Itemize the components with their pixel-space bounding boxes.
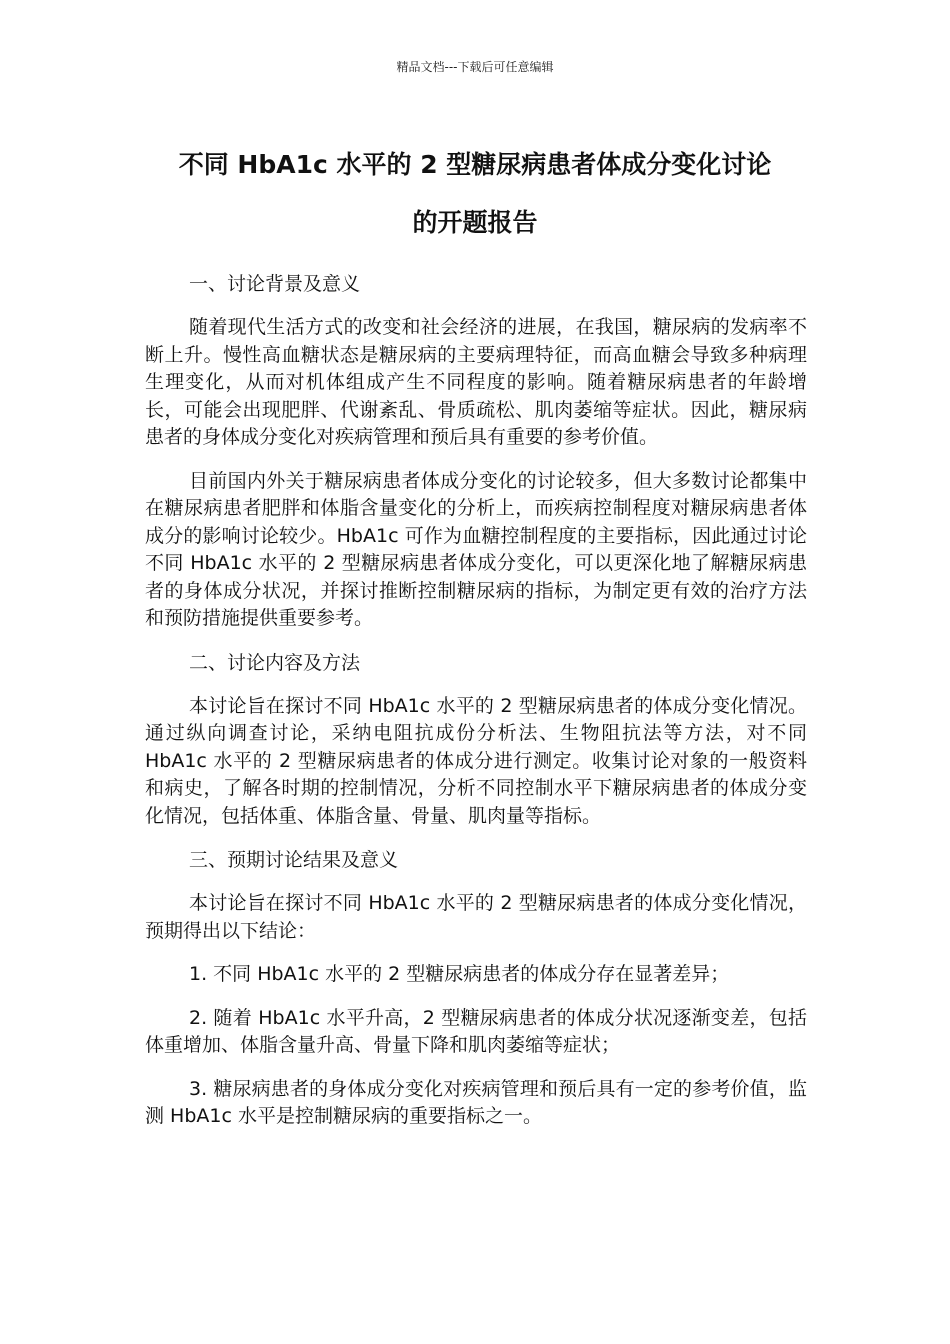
title-line-2: 的开题报告 — [412, 208, 538, 237]
paragraph-results-intro: 本讨论旨在探讨不同 HbA1c 水平的 2 型糖尿病患者的体成分变化情况，预期得出以下结论： — [145, 892, 807, 942]
conclusion-item-3: 3. 糖尿病患者的身体成分变化对疾病管理和预后具有一定的参考价值，监测 HbA1c 水平是控制糖尿病的重要指标之一。 — [145, 1077, 807, 1127]
title-line-1: 不同 HbA1c 水平的 2 型糖尿病患者体成分变化讨论 — [178, 150, 772, 179]
paragraph-background-2: 目前国内外关于糖尿病患者体成分变化的讨论较多，但大多数讨论都集中在糖尿病患者肥胖和体脂含量变化的分析上，而疾病控制程度对糖尿病患者体成分的影响讨论较少。HbA1c 可作为血糖控制程度的主要指标，因此通过讨论不同 HbA1c 水平的 2 型糖尿病患者体成分变化，可以更深化地了解糖尿病患者的身体成分状况，并探讨推断控制糖尿病的指标，为制定更有效的治疗方法和预防措施提供重要参考。 — [145, 469, 807, 629]
conclusion-item-1: 1. 不同 HbA1c 水平的 2 型糖尿病患者的体成分存在显著差异； — [189, 963, 730, 985]
paragraph-methods-1: 本讨论旨在探讨不同 HbA1c 水平的 2 型糖尿病患者的体成分变化情况。通过纵向调查讨论，采纳电阻抗成份分析法、生物阻抗法等方法，对不同 HbA1c 水平的 2 型糖尿病患者的体成分进行测定。收集讨论对象的一般资料和病史，了解各时期的控制情况，分析不同控制水平下糖尿病患者的体成分变化情况，包括体重、体脂含量、骨量、肌肉量等指标。 — [145, 694, 807, 827]
paragraph-background-1: 随着现代生活方式的改变和社会经济的进展，在我国，糖尿病的发病率不断上升。慢性高血糖状态是糖尿病的主要病理特征，而高血糖会导致多种病理生理变化，从而对机体组成产生不同程度的影响。随着糖尿病患者的年龄增长，可能会出现肥胖、代谢紊乱、骨质疏松、肌肉萎缩等症状。因此，糖尿病患者的身体成分变化对疾病管理和预后具有重要的参考价值。 — [145, 316, 807, 448]
document-body — [145, 270, 807, 1147]
conclusion-item-2: 2. 随着 HbA1c 水平升高，2 型糖尿病患者的体成分状况逐渐变差，包括体重增加、体脂含量升高、骨量下降和肌肉萎缩等症状； — [145, 1006, 807, 1056]
header-note: 精品文档---下载后可任意编辑 — [396, 60, 554, 74]
section-heading-methods: 二、讨论内容及方法 — [189, 651, 361, 674]
section-heading-background: 一、讨论背景及意义 — [189, 273, 361, 295]
document-title — [145, 136, 805, 252]
section-heading-results: 三、预期讨论结果及意义 — [189, 849, 399, 871]
